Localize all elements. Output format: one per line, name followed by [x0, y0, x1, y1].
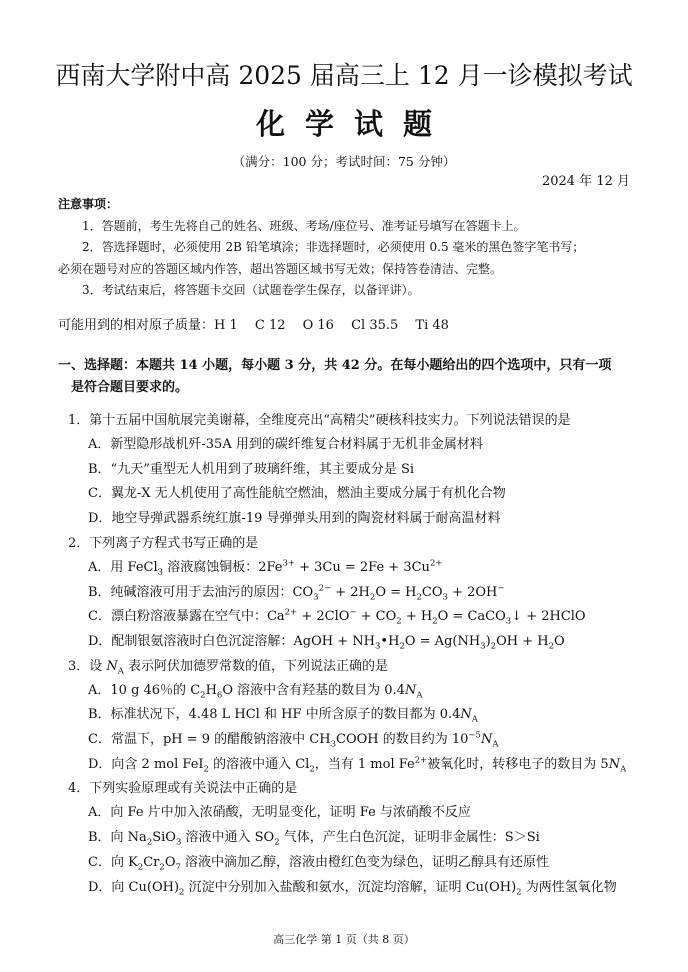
section-heading-line: 是符合题目要求的。 — [71, 380, 189, 395]
question-3-stem: 3．设 $N_A$ 表示阿伏加德罗常数的值，下列说法正确的是 — [68, 658, 389, 677]
section-heading-line: 一、选择题：本题共 14 小题，每小题 3 分，共 42 分。在每小题给出的四个选项中，只有一项 — [58, 358, 612, 373]
exam-title: 西南大学附中高 2025 届高三上 12 月一诊模拟考试 — [55, 61, 633, 90]
note-item: 3．考试结束后，将答题卡交回（试题卷学生保存，以备评讲）。 — [82, 283, 420, 297]
question-1-option-b: B．“九天”重型无人机用到了玻璃纤维，其主要成分是 Si — [88, 461, 415, 477]
question-3-option-c: C．常温下，pH = 9 的醋酸钠溶液中 $CH_3COOH$ 的数目约为 $10^{-5}N_A$ — [88, 730, 499, 750]
question-1-option-c: C．翼龙-X 无人机使用了高性能航空燃油，燃油主要成分属于有机化合物 — [88, 486, 506, 502]
notes-block — [58, 194, 638, 302]
questions — [58, 409, 648, 900]
section-heading — [58, 355, 638, 399]
question-2-option-d: D．配制银氨溶液时白色沉淀溶解：AgOH + $NH_3•H_2O = Ag(NH_3)_2OH + H_2O$ — [88, 633, 565, 652]
atomic-masses: 可能用到的相对原子质量：H 1 C 12 O 16 Cl 35.5 Ti 48 — [58, 318, 449, 333]
question-1-option-d: D．地空导弹武器系统红旗-19 导弹弹头用到的陶瓷材料属于耐高温材料 — [88, 511, 501, 527]
question-2-option-a: A．用 FeCl$_3$ 溶液腐蚀铜板：$2Fe^{3+} + 3Cu = 2Fe + 3Cu^{2+}$ — [88, 558, 443, 578]
question-2-stem: 2．下列离子方程式书写正确的是 — [68, 535, 259, 551]
page-footer: 高三化学 第 1 页（共 8 页） — [273, 933, 415, 946]
note-item-continued: 必须在题号对应的答题区域内作答，超出答题区域书写无效；保持答卷清洁、完整。 — [58, 261, 503, 276]
note-item: 1．答题前，考生先将自己的姓名、班级、考场/座位号、准考证号填写在答题卡上。 — [82, 218, 526, 233]
question-4-stem: 4．下列实验原理或有关说法中正确的是 — [68, 781, 298, 797]
question-3-option-d: D．向含 2 mol FeI$_2$ 的溶液中通入 $Cl_2$，当有 1 mol $Fe^{2+}$被氧化时，转移电子的数目为 $5N_A$ — [88, 755, 627, 775]
note-item: 2．答选择题时，必须使用 2B 铅笔填涂；非选择题时，必须使用 0.5 毫米的黑色签字笔书写； — [82, 240, 585, 254]
question-4-option-a: A．向 Fe 片中加入浓硝酸，无明显变化，证明 Fe 与浓硝酸不反应 — [88, 805, 471, 821]
notes-title: 注意事项： — [58, 197, 119, 211]
subject-title: 化学试题 — [255, 107, 452, 141]
question-2-option-b: B．纯碱溶液可用于去油污的原因：$CO_3^{2-} + 2H_2O = H_2CO_3 + 2OH^-$ — [88, 583, 505, 603]
question-1-stem: 1．第十五届中国航展完美谢幕，全维度亮出“高精尖”硬核科技实力。下列说法错误的是 — [68, 413, 571, 428]
question-4-option-d: D．向 $Cu(OH)_2$ 沉淀中分别加入盐酸和氨水，沉淀均溶解，证明 $Cu(OH)_2$ 为两性氢氧化物 — [88, 879, 617, 898]
question-2-option-c: C．漂白粉溶液暴露在空气中：$Ca^{2+} + 2ClO^- + CO_2 + H_2O$ = CaCO$_3$↓ + 2HClO — [88, 607, 586, 627]
exam-date: 2024 年 12 月 — [541, 174, 630, 189]
question-4-option-c: C．向 $K_2Cr_2O_7$ 溶液中滴加乙醇，溶液由橙红色变为绿色，证明乙醇具有还原性 — [88, 854, 550, 873]
question-1-option-a: A．新型隐形战机歼-35A 用到的碳纤维复合材料属于无机非金属材料 — [88, 437, 483, 452]
question-3-option-a: A．10 g 46％的 $C_2H_6O$ 溶液中含有羟基的数目为 $0.4N_A$ — [88, 682, 423, 701]
question-4-option-b: B．向 $Na_2SiO_3$ 溶液中通入 $SO_2$ 气体，产生白色沉淀，证明非金属性：S＞Si — [88, 830, 540, 848]
question-3-option-b: B．标准状况下，4.48 L HCl 和 HF 中所含原子的数目都为 $0.4N_A$ — [88, 707, 478, 725]
exam-meta: （满分：100 分；考试时间：75 分钟） — [232, 154, 456, 169]
